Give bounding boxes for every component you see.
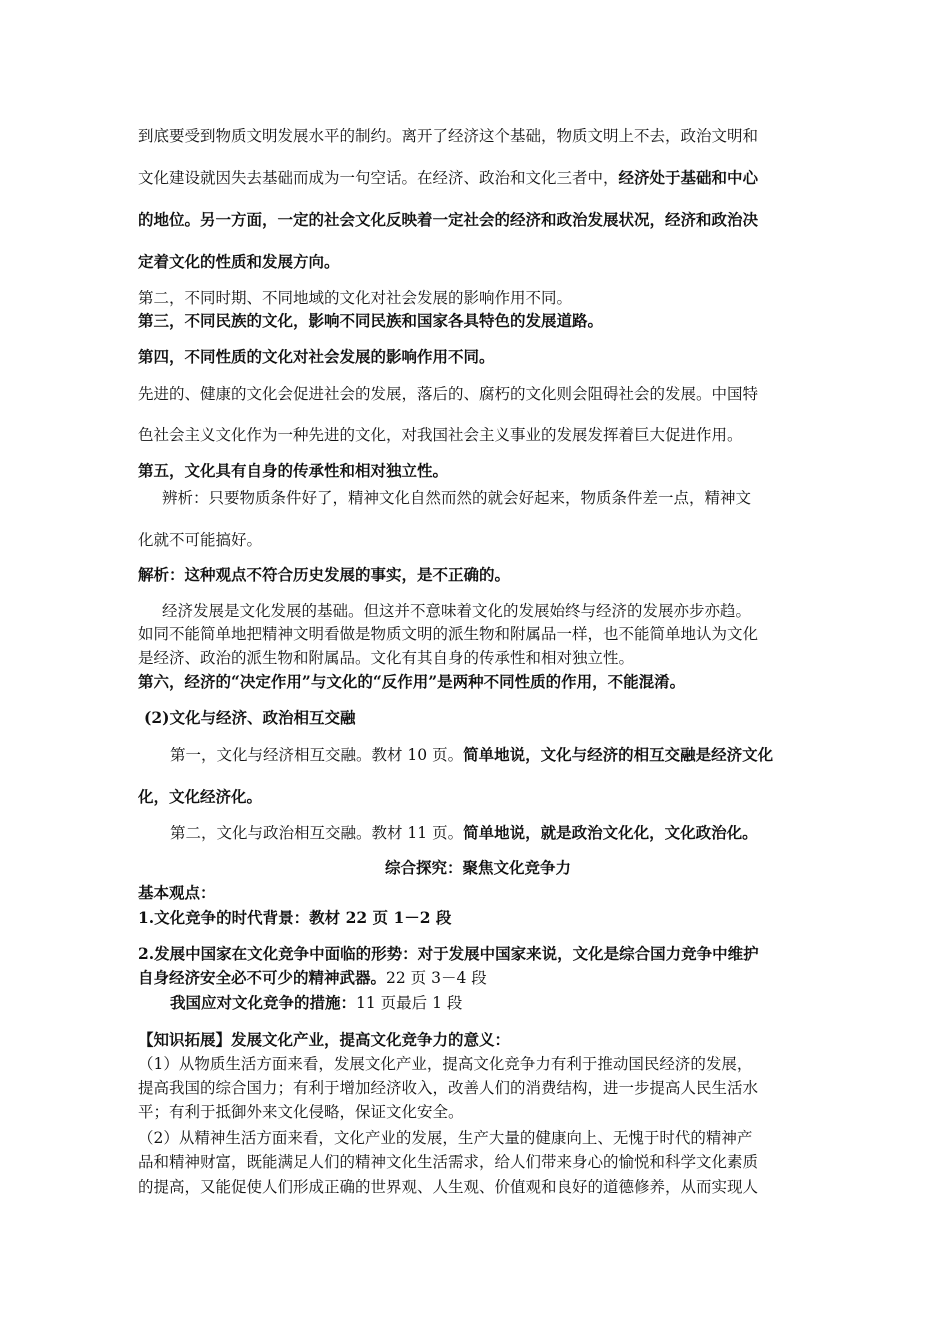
text-line	[138, 822, 818, 844]
text-line	[138, 647, 818, 669]
bold-text: 1.文化竞争的时代背景：教材 22 页 1－2 段	[138, 908, 452, 927]
text-line	[138, 1053, 818, 1075]
bold-text: 自身经济安全必不可少的精神武器。	[138, 968, 387, 987]
text-run: 如同不能简单地把精神文明看做是物质文明的派生物和附属品一样，也不能简单地认为文化	[138, 625, 759, 643]
text-line	[138, 786, 818, 808]
bold-text: 我国应对文化竞争的措施：	[170, 993, 357, 1012]
text-line	[138, 529, 818, 551]
text-run: 辨析：只要物质条件好了，精神文化自然而然的就会好起来，物质条件差一点，精神文	[162, 489, 752, 507]
bold-text: 简单地说，文化与经济的相互交融是经济文化	[463, 745, 774, 764]
text-run: （1）从物质生活方面来看，发展文化产业，提高文化竞争力有利于推动国民经济的发展，	[138, 1055, 753, 1073]
text-line	[138, 167, 818, 189]
text-run: 到底要受到物质文明发展水平的制约。离开了经济这个基础，物质文明上不去，政治文明和	[138, 127, 759, 145]
bold-text: 解析：这种观点不符合历史发展的事实，是不正确的。	[138, 565, 511, 584]
bold-text: 定着文化的性质和发展方向。	[138, 252, 340, 271]
text-run: 22 页 3－4 段	[386, 969, 487, 987]
text-line	[138, 744, 818, 766]
text-line	[138, 1077, 818, 1099]
text-line	[138, 1127, 818, 1149]
text-run: 第二，不同时期、不同地域的文化对社会发展的影响作用不同。	[138, 289, 573, 307]
text-run: 的提高，又能促使人们形成正确的世界观、人生观、价值观和良好的道德修养，从而实现人	[138, 1178, 759, 1196]
text-run: 色社会主义文化作为一种先进的文化，对我国社会主义事业的发展发挥着巨大促进作用。	[138, 426, 743, 444]
section-heading	[138, 310, 818, 332]
text-run: 提高我国的综合国力；有利于增加经济收入，改善人们的消费结构，进一步提高人民生活水	[138, 1079, 759, 1097]
bold-text: 综合探究：聚焦文化竞争力	[384, 858, 571, 877]
text-run: 11 页最后 1 段	[356, 994, 463, 1012]
bold-text: (2)文化与经济、政治相互交融	[144, 708, 356, 727]
section-heading	[138, 564, 818, 586]
section-title	[138, 857, 818, 879]
section-heading	[138, 346, 818, 368]
bold-text: 【知识拓展】发展文化产业，提高文化竞争力的意义：	[138, 1030, 511, 1049]
text-run: 先进的、健康的文化会促进社会的发展，落后的、腐朽的文化则会阻碍社会的发展。中国特	[138, 385, 759, 403]
section-heading	[138, 882, 818, 904]
bold-text: 第五，文化具有自身的传承性和相对独立性。	[138, 461, 449, 480]
text-line	[138, 1101, 818, 1123]
text-line	[138, 1176, 818, 1198]
text-line	[138, 209, 818, 231]
text-line	[138, 424, 818, 446]
section-heading	[138, 707, 818, 729]
text-line	[138, 125, 818, 147]
text-run: 经济发展是文化发展的基础。但这并不意味着文化的发展始终与经济的发展亦步亦趋。	[162, 602, 752, 620]
text-line	[138, 992, 818, 1014]
bold-text: 第三，不同民族的文化，影响不同民族和国家各具特色的发展道路。	[138, 311, 604, 330]
section-heading	[138, 1029, 818, 1051]
bold-text: 经济处于基础和中心	[618, 168, 759, 187]
text-line	[138, 251, 818, 273]
text-run: 平；有利于抵御外来文化侵略，保证文化安全。	[138, 1103, 464, 1121]
text-line	[138, 1151, 818, 1173]
bold-text: 化，文化经济化。	[138, 787, 263, 806]
text-run: 第一，文化与经济相互交融。教材 10 页。	[170, 746, 464, 764]
text-run: 品和精神财富，既能满足人们的精神文化生活需求，给人们带来身心的愉悦和科学文化素质	[138, 1153, 759, 1171]
bold-text: 简单地说，就是政治文化化，文化政治化。	[463, 823, 758, 842]
text-line	[138, 967, 818, 989]
list-item	[138, 907, 818, 929]
text-line	[138, 623, 818, 645]
bold-text: 的地位。另一方面，一定的社会文化反映着一定社会的经济和政治发展状况，经济和政治决	[138, 210, 759, 229]
text-run: 化就不可能搞好。	[138, 531, 263, 549]
bold-text: 基本观点：	[138, 883, 216, 902]
text-run: 第二，文化与政治相互交融。教材 11 页。	[170, 824, 464, 842]
section-heading	[138, 460, 818, 482]
bold-text: 第六，经济的“决定作用”与文化的“反作用”是两种不同性质的作用，不能混淆。	[138, 672, 686, 691]
bold-text: 第四，不同性质的文化对社会发展的影响作用不同。	[138, 347, 495, 366]
text-run: （2）从精神生活方面来看，文化产业的发展，生产大量的健康向上、无愧于时代的精神产	[138, 1129, 753, 1147]
bold-text: 2.发展中国家在文化竞争中面临的形势：对于发展中国家来说，文化是综合国力竞争中维护	[138, 944, 759, 963]
text-line	[138, 287, 818, 309]
text-line	[138, 487, 818, 509]
text-run: 是经济、政治的派生物和附属品。文化有其自身的传承性和相对独立性。	[138, 649, 635, 667]
list-item	[138, 943, 818, 965]
section-heading	[138, 671, 818, 693]
text-line	[138, 600, 818, 622]
text-run: 文化建设就因失去基础而成为一句空话。在经济、政治和文化三者中，	[138, 169, 619, 187]
text-line	[138, 383, 818, 405]
